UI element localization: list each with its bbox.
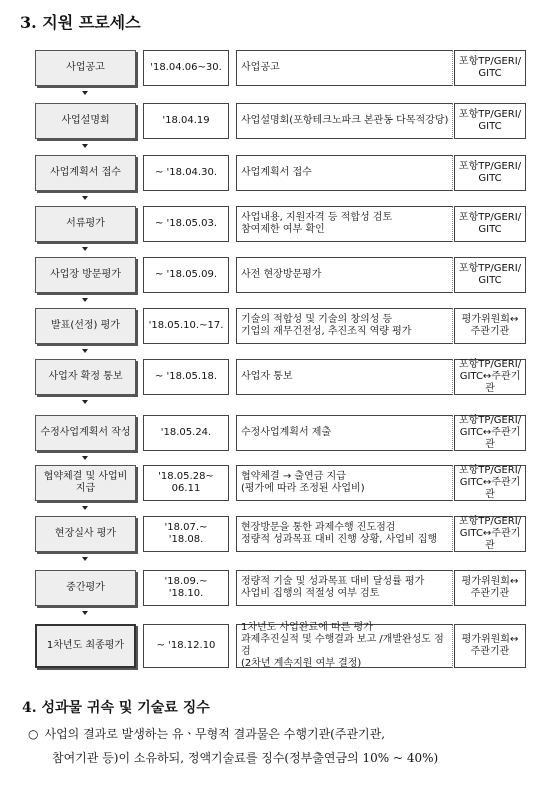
process-date-text: ~ '18.05.18. [154,371,218,382]
process-step [35,570,136,606]
process-step [35,257,136,293]
process-row [0,155,545,195]
process-step-text: 현장실사 평가 [54,528,117,539]
process-organization [454,50,526,86]
process-organization-text: 포항TP/GERI/ GITC↔주관기관 [458,465,522,500]
process-organization-text: 평가위원회↔ 주관기관 [461,314,519,337]
process-description-text: 사업계획서 접수 [241,167,312,178]
process-date [143,308,229,344]
process-date-text: '18.04.06~30. [150,62,222,73]
process-row [0,415,545,455]
process-step [35,308,136,344]
process-description-text: 사업공고 [241,62,280,73]
process-step [35,206,136,242]
down-arrow-icon [82,400,88,404]
process-organization [454,359,526,395]
process-description-text: 기술의 적합성 및 기술의 창의성 등 기업의 재무건전성, 추진조직 역량 평가 [241,314,412,337]
process-description [236,206,453,242]
process-description [236,624,453,668]
process-date-text: '18.07.~ '18.08. [164,522,208,545]
process-date [143,206,229,242]
process-date-text: '18.05.24. [160,427,212,438]
process-organization [454,155,526,191]
process-date-text: ~ '18.05.03. [154,218,218,229]
process-row [0,308,545,348]
process-step [35,415,136,451]
process-step [35,516,136,552]
process-step-text: 중간평가 [66,582,105,593]
process-description [236,570,453,606]
process-row [0,622,545,669]
process-date-text: '18.05.10.~17. [148,320,224,331]
process-date [143,570,229,606]
process-date [143,624,229,668]
process-description-text: 사전 현장방문평가 [241,269,322,280]
process-step [35,155,136,191]
section-4-title: 4. 성과물 귀속 및 기술료 징수 [22,700,210,716]
process-row [0,50,545,90]
down-arrow-icon [82,349,88,353]
process-date [143,465,229,501]
process-organization-text: 포항TP/GERI/ GITC↔주관기관 [458,359,522,394]
process-step [35,50,136,86]
process-row [0,465,545,505]
process-step-text: 사업공고 [66,62,105,73]
process-description [236,415,453,451]
process-organization-text: 포항TP/GERI/ GITC [458,212,522,235]
process-description [236,516,453,552]
process-organization [454,516,526,552]
process-row [0,516,545,556]
process-step-text: 발표(선정) 평가 [51,320,120,331]
process-organization [454,308,526,344]
process-step [35,359,136,395]
process-date-text: ~ '18.12.10 [156,640,216,651]
process-organization [454,624,526,668]
process-organization [454,257,526,293]
down-arrow-icon [82,196,88,200]
process-step-text: 사업계획서 접수 [50,167,121,178]
process-description [236,50,453,86]
process-date [143,50,229,86]
section-4-body [28,722,538,770]
down-arrow-icon [82,144,88,148]
process-step-text: 서류평가 [66,218,105,229]
process-step-text: 수정사업계획서 작성 [40,427,131,438]
process-date-text: ~ '18.04.30. [154,167,218,178]
process-row [0,206,545,246]
process-description-text: 정량적 기술 및 성과목표 대비 달성률 평가 사업비 집행의 적절성 여부 검토 [241,576,425,599]
process-date-text: ~ '18.05.09. [154,269,218,280]
process-description-text: 사업설명회(포항테크노파크 본관동 다목적강당) [241,115,449,126]
process-organization-text: 포항TP/GERI/ GITC↔주관기관 [458,516,522,551]
process-row [0,359,545,399]
process-description [236,308,453,344]
process-description [236,103,453,139]
process-date [143,359,229,395]
down-arrow-icon [82,91,88,95]
process-date [143,257,229,293]
process-step-text: 사업자 확정 통보 [48,371,123,382]
process-description [236,465,453,501]
process-description [236,257,453,293]
process-description-text: 사업내용, 지원자격 등 적합성 검토 참여제한 여부 확인 [241,212,393,235]
process-row [0,257,545,297]
process-organization [454,570,526,606]
process-date-text: '18.04.19 [162,115,210,126]
section-3-title: 3. 지원 프로세스 [20,13,141,32]
down-arrow-icon [82,298,88,302]
process-date [143,103,229,139]
process-organization-text: 포항TP/GERI/ GITC↔주관기관 [458,415,522,450]
process-step-text: 협약체결 및 사업비 지급 [43,471,128,494]
process-step [35,465,136,501]
process-description-text: 수정사업계획서 제출 [241,427,332,438]
down-arrow-icon [82,506,88,510]
bullet-circle: ○ [28,727,39,741]
process-row [0,570,545,610]
process-step [35,624,136,668]
section-4-line-2: 참여기관 등)이 소유하되, 정액기술료를 징수(정부출연금의 10% ~ 40%) [52,751,439,765]
process-description-text: 협약체결 → 출연금 지급 (평가에 따라 조정된 사업비) [241,471,365,494]
process-date-text: '18.05.28~ 06.11 [158,471,214,494]
process-organization [454,465,526,501]
down-arrow-icon [82,247,88,251]
process-date [143,516,229,552]
process-description-text: 1차년도 사업완료에 따른 평가 과제추진실적 및 수행결과 보고 /개발완성도 점검 (2차년 계속지원 여부 결정) [241,622,444,669]
down-arrow-icon [82,611,88,615]
process-date [143,155,229,191]
process-organization [454,206,526,242]
process-step-text: 사업장 방문평가 [50,269,121,280]
down-arrow-icon [82,456,88,460]
section-4-line-1: 사업의 결과로 발생하는 유ㆍ무형적 결과물은 수행기관(주관기관, [44,727,386,741]
process-description-text: 현장방문을 통한 과제수행 진도점검 정량적 성과목표 대비 진행 상황, 사업비 집행 [241,522,438,545]
process-organization [454,415,526,451]
process-date [143,415,229,451]
process-organization-text: 포항TP/GERI/ GITC [458,109,522,132]
process-step [35,103,136,139]
process-date-text: '18.09.~ '18.10. [164,576,208,599]
process-description [236,359,453,395]
down-arrow-icon [82,557,88,561]
process-description-text: 사업자 통보 [241,371,293,382]
process-organization-text: 포항TP/GERI/ GITC [458,263,522,286]
process-organization-text: 포항TP/GERI/ GITC [458,56,522,79]
process-row [0,103,545,143]
process-organization-text: 평가위원회↔ 주관기관 [461,634,519,657]
process-description [236,155,453,191]
process-step-text: 1차년도 최종평가 [46,640,125,651]
process-step-text: 사업설명회 [61,115,110,126]
process-organization-text: 포항TP/GERI/ GITC [458,161,522,184]
process-organization [454,103,526,139]
process-organization-text: 평가위원회↔ 주관기관 [461,576,519,599]
